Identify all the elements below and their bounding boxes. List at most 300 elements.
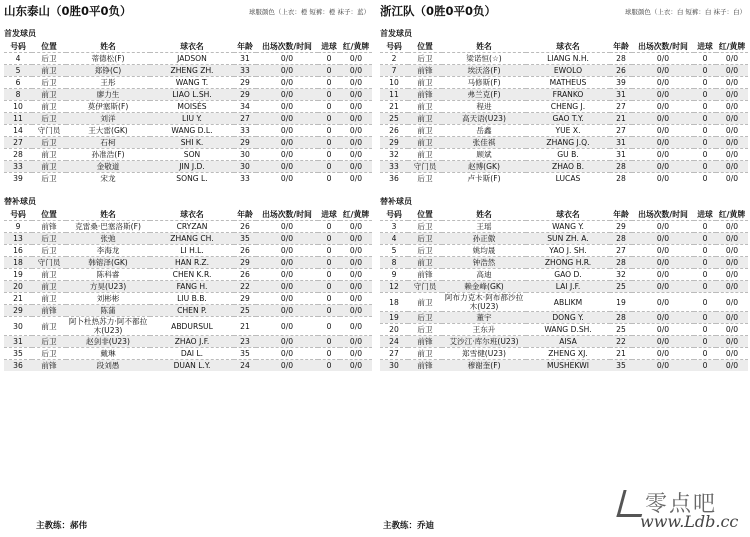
table-row bbox=[4, 281, 372, 293]
cell-position: 前卫 bbox=[32, 293, 66, 305]
cell-age: 31 bbox=[610, 137, 632, 149]
cell-cards: 0/0 bbox=[716, 257, 748, 269]
cell-appearances: 0/0 bbox=[632, 101, 694, 113]
cell-name: 赵博(GK) bbox=[442, 161, 526, 173]
cell-name: 廖力生 bbox=[66, 89, 150, 101]
cell-goals: 0 bbox=[318, 269, 340, 281]
column-header-age: 年龄 bbox=[234, 40, 256, 53]
cell-number: 20 bbox=[380, 324, 408, 336]
cell-goals: 0 bbox=[318, 53, 340, 65]
cell-goals: 0 bbox=[694, 65, 716, 77]
cell-appearances: 0/0 bbox=[632, 89, 694, 101]
table-row bbox=[4, 336, 372, 348]
cell-number: 6 bbox=[4, 77, 32, 89]
cell-shirt-name: AISA bbox=[526, 336, 610, 348]
cell-appearances: 0/0 bbox=[256, 281, 318, 293]
cell-number: 19 bbox=[380, 312, 408, 324]
cell-number: 11 bbox=[380, 89, 408, 101]
starters-table bbox=[380, 40, 748, 184]
table-row bbox=[380, 53, 748, 65]
cell-name: 王彤 bbox=[66, 77, 150, 89]
cell-name: 韩镕泽(GK) bbox=[66, 257, 150, 269]
cell-age: 28 bbox=[610, 312, 632, 324]
table-row bbox=[4, 161, 372, 173]
column-header-name: 姓名 bbox=[442, 40, 526, 53]
cell-age: 26 bbox=[610, 65, 632, 77]
cell-cards: 0/0 bbox=[716, 245, 748, 257]
cell-goals: 0 bbox=[694, 336, 716, 348]
cell-cards: 0/0 bbox=[716, 269, 748, 281]
cell-number: 21 bbox=[380, 101, 408, 113]
cell-cards: 0/0 bbox=[716, 113, 748, 125]
cell-goals: 0 bbox=[318, 257, 340, 269]
cell-name: 郑铮(C) bbox=[66, 65, 150, 77]
table-row bbox=[380, 348, 748, 360]
cell-appearances: 0/0 bbox=[632, 233, 694, 245]
cell-age: 27 bbox=[234, 113, 256, 125]
coach-line bbox=[36, 519, 87, 531]
table-row bbox=[4, 293, 372, 305]
cell-name: 克雷桑·巴塞洛斯(F) bbox=[66, 221, 150, 233]
cell-name: 刘洋 bbox=[66, 113, 150, 125]
cell-name: 艾沙江·库尔班(U23) bbox=[442, 336, 526, 348]
cell-cards: 0/0 bbox=[716, 312, 748, 324]
cell-age: 33 bbox=[234, 65, 256, 77]
cell-shirt-name: GU B. bbox=[526, 149, 610, 161]
cell-cards: 0/0 bbox=[340, 77, 372, 89]
cell-appearances: 0/0 bbox=[632, 65, 694, 77]
cell-goals: 0 bbox=[694, 89, 716, 101]
cell-goals: 0 bbox=[318, 77, 340, 89]
cell-age: 27 bbox=[610, 101, 632, 113]
cell-position: 前卫 bbox=[32, 161, 66, 173]
cell-name: 方昊(U23) bbox=[66, 281, 150, 293]
cell-goals: 0 bbox=[318, 137, 340, 149]
cell-age: 25 bbox=[610, 281, 632, 293]
column-header-position: 位置 bbox=[408, 208, 442, 221]
cell-name: 埃沃洛(F) bbox=[442, 65, 526, 77]
cell-goals: 0 bbox=[318, 149, 340, 161]
column-header-position: 位置 bbox=[32, 40, 66, 53]
column-header-number: 号码 bbox=[4, 208, 32, 221]
cell-position: 后卫 bbox=[408, 312, 442, 324]
cell-age: 28 bbox=[610, 53, 632, 65]
cell-goals: 0 bbox=[694, 173, 716, 185]
cell-shirt-name: EWOLO bbox=[526, 65, 610, 77]
cell-age: 35 bbox=[234, 233, 256, 245]
cell-age: 29 bbox=[234, 137, 256, 149]
team-panel-shandong bbox=[4, 0, 372, 371]
cell-number: 27 bbox=[380, 348, 408, 360]
cell-age: 21 bbox=[610, 113, 632, 125]
column-header-appearances: 出场次数/时间 bbox=[632, 208, 694, 221]
cell-shirt-name: LIANG N.H. bbox=[526, 53, 610, 65]
cell-appearances: 0/0 bbox=[632, 360, 694, 372]
column-header-cards: 红/黄牌 bbox=[340, 40, 372, 53]
cell-cards: 0/0 bbox=[716, 77, 748, 89]
cell-shirt-name: LIAO L.SH. bbox=[150, 89, 234, 101]
cell-cards: 0/0 bbox=[340, 233, 372, 245]
cell-cards: 0/0 bbox=[340, 257, 372, 269]
cell-age: 34 bbox=[234, 101, 256, 113]
cell-cards: 0/0 bbox=[340, 245, 372, 257]
cell-name: 戴琳 bbox=[66, 348, 150, 360]
column-header-shirt-name: 球衣名 bbox=[150, 40, 234, 53]
cell-position: 前锋 bbox=[408, 89, 442, 101]
cell-appearances: 0/0 bbox=[632, 221, 694, 233]
cell-cards: 0/0 bbox=[340, 53, 372, 65]
cell-shirt-name: ZHENG XJ. bbox=[526, 348, 610, 360]
cell-position: 后卫 bbox=[32, 336, 66, 348]
cell-appearances: 0/0 bbox=[256, 77, 318, 89]
cell-name: 穆谢奎(F) bbox=[442, 360, 526, 372]
cell-name: 石柯 bbox=[66, 137, 150, 149]
cell-age: 31 bbox=[610, 89, 632, 101]
cell-goals: 0 bbox=[694, 53, 716, 65]
team-header bbox=[4, 0, 372, 22]
cell-goals: 0 bbox=[694, 360, 716, 372]
cell-number: 14 bbox=[4, 125, 32, 137]
cell-shirt-name: LUCAS bbox=[526, 173, 610, 185]
coach-line bbox=[383, 519, 434, 531]
cell-age: 27 bbox=[610, 245, 632, 257]
cell-shirt-name: WANG D.SH. bbox=[526, 324, 610, 336]
cell-position: 前卫 bbox=[32, 149, 66, 161]
cell-appearances: 0/0 bbox=[256, 173, 318, 185]
team-panel-zhejiang bbox=[380, 0, 748, 371]
cell-goals: 0 bbox=[694, 293, 716, 312]
watermark-title: 零点吧 bbox=[645, 492, 718, 517]
cell-name: 阿卜杜热苏力·阿不都拉木(U23) bbox=[66, 317, 150, 336]
cell-position: 前卫 bbox=[32, 101, 66, 113]
cell-number: 29 bbox=[380, 137, 408, 149]
cell-age: 21 bbox=[234, 317, 256, 336]
cell-position: 前卫 bbox=[32, 89, 66, 101]
cell-appearances: 0/0 bbox=[256, 269, 318, 281]
cell-cards: 0/0 bbox=[716, 221, 748, 233]
column-header-position: 位置 bbox=[408, 40, 442, 53]
cell-age: 28 bbox=[610, 233, 632, 245]
cell-appearances: 0/0 bbox=[632, 173, 694, 185]
cell-number: 33 bbox=[380, 161, 408, 173]
table-row bbox=[380, 245, 748, 257]
cell-shirt-name: SHI K. bbox=[150, 137, 234, 149]
cell-cards: 0/0 bbox=[340, 269, 372, 281]
cell-appearances: 0/0 bbox=[632, 348, 694, 360]
table-row bbox=[380, 137, 748, 149]
cell-position: 后卫 bbox=[32, 173, 66, 185]
cell-age: 22 bbox=[234, 281, 256, 293]
cell-number: 39 bbox=[4, 173, 32, 185]
cell-number: 4 bbox=[380, 233, 408, 245]
cell-appearances: 0/0 bbox=[256, 317, 318, 336]
cell-goals: 0 bbox=[318, 360, 340, 372]
cell-position: 后卫 bbox=[32, 233, 66, 245]
cell-shirt-name: CHEN K.R. bbox=[150, 269, 234, 281]
cell-position: 前卫 bbox=[408, 77, 442, 89]
cell-age: 27 bbox=[610, 125, 632, 137]
cell-age: 28 bbox=[610, 161, 632, 173]
cell-goals: 0 bbox=[694, 269, 716, 281]
cell-cards: 0/0 bbox=[340, 293, 372, 305]
table-row bbox=[4, 89, 372, 101]
cell-position: 前卫 bbox=[408, 113, 442, 125]
cell-age: 33 bbox=[234, 173, 256, 185]
table-row bbox=[380, 101, 748, 113]
cell-appearances: 0/0 bbox=[632, 257, 694, 269]
cell-number: 4 bbox=[4, 53, 32, 65]
cell-goals: 0 bbox=[318, 336, 340, 348]
cell-cards: 0/0 bbox=[716, 281, 748, 293]
cell-number: 25 bbox=[380, 113, 408, 125]
cell-name: 高迪 bbox=[442, 269, 526, 281]
cell-position: 前卫 bbox=[408, 348, 442, 360]
cell-position: 前卫 bbox=[32, 317, 66, 336]
cell-position: 后卫 bbox=[408, 324, 442, 336]
column-header-cards: 红/黄牌 bbox=[716, 40, 748, 53]
cell-age: 30 bbox=[234, 161, 256, 173]
cell-name: 弗兰克(F) bbox=[442, 89, 526, 101]
subs-title: 替补球员 bbox=[4, 197, 36, 206]
cell-position: 后卫 bbox=[32, 77, 66, 89]
cell-appearances: 0/0 bbox=[632, 245, 694, 257]
cell-name: 王大雷(GK) bbox=[66, 125, 150, 137]
cell-position: 前卫 bbox=[408, 257, 442, 269]
cell-appearances: 0/0 bbox=[632, 161, 694, 173]
cell-shirt-name: WANG T. bbox=[150, 77, 234, 89]
cell-shirt-name: CHENG J. bbox=[526, 101, 610, 113]
cell-appearances: 0/0 bbox=[632, 312, 694, 324]
cell-appearances: 0/0 bbox=[256, 348, 318, 360]
cell-shirt-name: LIU Y. bbox=[150, 113, 234, 125]
cell-number: 27 bbox=[4, 137, 32, 149]
cell-shirt-name: CHEN P. bbox=[150, 305, 234, 317]
cell-cards: 0/0 bbox=[716, 101, 748, 113]
coach-label: 主教练： bbox=[383, 521, 418, 531]
table-row bbox=[380, 312, 748, 324]
cell-shirt-name: YUE X. bbox=[526, 125, 610, 137]
cell-number: 30 bbox=[380, 360, 408, 372]
cell-position: 前锋 bbox=[408, 269, 442, 281]
starters-title: 首发球员 bbox=[380, 29, 412, 38]
cell-age: 35 bbox=[234, 348, 256, 360]
cell-shirt-name: MUSHEKWI bbox=[526, 360, 610, 372]
cell-cards: 0/0 bbox=[716, 233, 748, 245]
table-row bbox=[4, 233, 372, 245]
cell-position: 后卫 bbox=[32, 348, 66, 360]
cell-position: 前锋 bbox=[32, 360, 66, 372]
cell-position: 前锋 bbox=[32, 305, 66, 317]
table-row bbox=[380, 125, 748, 137]
cell-position: 守门员 bbox=[32, 125, 66, 137]
cell-goals: 0 bbox=[694, 348, 716, 360]
column-header-name: 姓名 bbox=[66, 208, 150, 221]
cell-goals: 0 bbox=[694, 281, 716, 293]
cell-number: 10 bbox=[4, 101, 32, 113]
cell-shirt-name: FRANKO bbox=[526, 89, 610, 101]
cell-shirt-name: CRYZAN bbox=[150, 221, 234, 233]
cell-position: 前锋 bbox=[408, 336, 442, 348]
cell-shirt-name: WANG Y. bbox=[526, 221, 610, 233]
cell-appearances: 0/0 bbox=[632, 53, 694, 65]
cell-appearances: 0/0 bbox=[632, 77, 694, 89]
table-row bbox=[380, 173, 748, 185]
cell-age: 29 bbox=[234, 293, 256, 305]
column-header-age: 年龄 bbox=[610, 40, 632, 53]
cell-cards: 0/0 bbox=[340, 221, 372, 233]
table-row bbox=[380, 161, 748, 173]
table-row bbox=[4, 245, 372, 257]
cell-position: 前卫 bbox=[32, 65, 66, 77]
cell-goals: 0 bbox=[694, 245, 716, 257]
cell-name: 莫伊塞斯(F) bbox=[66, 101, 150, 113]
cell-cards: 0/0 bbox=[716, 89, 748, 101]
cell-goals: 0 bbox=[318, 161, 340, 173]
cell-position: 后卫 bbox=[32, 53, 66, 65]
cell-name: 梁诺恒(☆) bbox=[442, 53, 526, 65]
cell-shirt-name: ZHANG CH. bbox=[150, 233, 234, 245]
cell-shirt-name: GAO T.Y. bbox=[526, 113, 610, 125]
cell-name: 董宇 bbox=[442, 312, 526, 324]
cell-shirt-name: JIN J.D. bbox=[150, 161, 234, 173]
cell-appearances: 0/0 bbox=[256, 221, 318, 233]
cell-goals: 0 bbox=[318, 101, 340, 113]
column-header-goals: 进球 bbox=[694, 208, 716, 221]
cell-appearances: 0/0 bbox=[256, 65, 318, 77]
cell-cards: 0/0 bbox=[716, 360, 748, 372]
cell-cards: 0/0 bbox=[716, 173, 748, 185]
cell-age: 29 bbox=[234, 77, 256, 89]
table-row bbox=[4, 221, 372, 233]
cell-shirt-name: ZHAO B. bbox=[526, 161, 610, 173]
cell-cards: 0/0 bbox=[716, 161, 748, 173]
cell-position: 前锋 bbox=[32, 221, 66, 233]
table-row bbox=[380, 65, 748, 77]
cell-age: 33 bbox=[234, 125, 256, 137]
cell-appearances: 0/0 bbox=[256, 149, 318, 161]
cell-number: 26 bbox=[380, 125, 408, 137]
cell-number: 28 bbox=[4, 149, 32, 161]
team-name: 山东泰山（0胜0平0负） bbox=[4, 4, 132, 18]
column-header-shirt-name: 球衣名 bbox=[150, 208, 234, 221]
coach-name: 郝伟 bbox=[70, 521, 88, 531]
column-header-goals: 进球 bbox=[318, 208, 340, 221]
cell-position: 前卫 bbox=[408, 125, 442, 137]
cell-number: 13 bbox=[4, 233, 32, 245]
cell-goals: 0 bbox=[318, 305, 340, 317]
cell-position: 前卫 bbox=[408, 101, 442, 113]
cell-cards: 0/0 bbox=[716, 125, 748, 137]
cell-shirt-name: ZHONG H.R. bbox=[526, 257, 610, 269]
cell-number: 16 bbox=[4, 245, 32, 257]
subs-table bbox=[380, 208, 748, 371]
cell-age: 19 bbox=[610, 293, 632, 312]
table-header-row bbox=[4, 40, 372, 53]
cell-position: 守门员 bbox=[408, 161, 442, 173]
cell-appearances: 0/0 bbox=[632, 336, 694, 348]
cell-cards: 0/0 bbox=[340, 281, 372, 293]
table-header-row bbox=[4, 208, 372, 221]
table-row bbox=[380, 336, 748, 348]
cell-goals: 0 bbox=[318, 113, 340, 125]
cell-shirt-name: MATHEUS bbox=[526, 77, 610, 89]
cell-number: 21 bbox=[4, 293, 32, 305]
table-row bbox=[380, 324, 748, 336]
cell-appearances: 0/0 bbox=[256, 137, 318, 149]
cell-goals: 0 bbox=[694, 221, 716, 233]
table-row bbox=[380, 77, 748, 89]
cell-number: 36 bbox=[4, 360, 32, 372]
cell-cards: 0/0 bbox=[716, 149, 748, 161]
table-header-row bbox=[380, 208, 748, 221]
cell-goals: 0 bbox=[694, 137, 716, 149]
column-header-shirt-name: 球衣名 bbox=[526, 208, 610, 221]
table-row bbox=[380, 281, 748, 293]
cell-cards: 0/0 bbox=[340, 101, 372, 113]
cell-name: 张弛 bbox=[66, 233, 150, 245]
cell-age: 21 bbox=[610, 348, 632, 360]
cell-shirt-name: HAN R.Z. bbox=[150, 257, 234, 269]
cell-age: 26 bbox=[234, 221, 256, 233]
cell-goals: 0 bbox=[694, 77, 716, 89]
cell-number: 20 bbox=[4, 281, 32, 293]
watermark-url: www.Ldb.cc bbox=[640, 512, 739, 531]
cell-cards: 0/0 bbox=[716, 65, 748, 77]
cell-name: 孙准浩(F) bbox=[66, 149, 150, 161]
cell-position: 前卫 bbox=[32, 281, 66, 293]
cell-age: 28 bbox=[610, 257, 632, 269]
cell-appearances: 0/0 bbox=[632, 149, 694, 161]
table-row bbox=[380, 149, 748, 161]
cell-cards: 0/0 bbox=[340, 65, 372, 77]
cell-goals: 0 bbox=[318, 293, 340, 305]
cell-goals: 0 bbox=[694, 257, 716, 269]
cell-goals: 0 bbox=[694, 312, 716, 324]
column-header-appearances: 出场次数/时间 bbox=[256, 40, 318, 53]
cell-shirt-name: ZHAO J.F. bbox=[150, 336, 234, 348]
column-header-appearances: 出场次数/时间 bbox=[632, 40, 694, 53]
cell-cards: 0/0 bbox=[716, 293, 748, 312]
kit-colors: 球服颜色（上衣：白 短裤：白 袜子：白） bbox=[624, 8, 746, 16]
cell-appearances: 0/0 bbox=[256, 293, 318, 305]
cell-position: 前卫 bbox=[32, 269, 66, 281]
cell-number: 7 bbox=[380, 65, 408, 77]
cell-goals: 0 bbox=[318, 281, 340, 293]
cell-name: 陈蒲 bbox=[66, 305, 150, 317]
cell-name: 张佳祺 bbox=[442, 137, 526, 149]
cell-cards: 0/0 bbox=[340, 125, 372, 137]
cell-goals: 0 bbox=[694, 161, 716, 173]
cell-position: 后卫 bbox=[32, 137, 66, 149]
cell-age: 31 bbox=[234, 53, 256, 65]
cell-appearances: 0/0 bbox=[256, 360, 318, 372]
table-row bbox=[380, 89, 748, 101]
team-header bbox=[380, 0, 748, 22]
cell-goals: 0 bbox=[318, 317, 340, 336]
cell-position: 后卫 bbox=[408, 245, 442, 257]
table-row bbox=[4, 65, 372, 77]
table-row bbox=[380, 233, 748, 245]
cell-appearances: 0/0 bbox=[632, 125, 694, 137]
cell-age: 31 bbox=[610, 149, 632, 161]
cell-appearances: 0/0 bbox=[256, 257, 318, 269]
table-row bbox=[380, 360, 748, 372]
cell-number: 8 bbox=[380, 257, 408, 269]
cell-name: 刘彬彬 bbox=[66, 293, 150, 305]
cell-cards: 0/0 bbox=[340, 173, 372, 185]
cell-age: 39 bbox=[610, 77, 632, 89]
cell-appearances: 0/0 bbox=[256, 53, 318, 65]
